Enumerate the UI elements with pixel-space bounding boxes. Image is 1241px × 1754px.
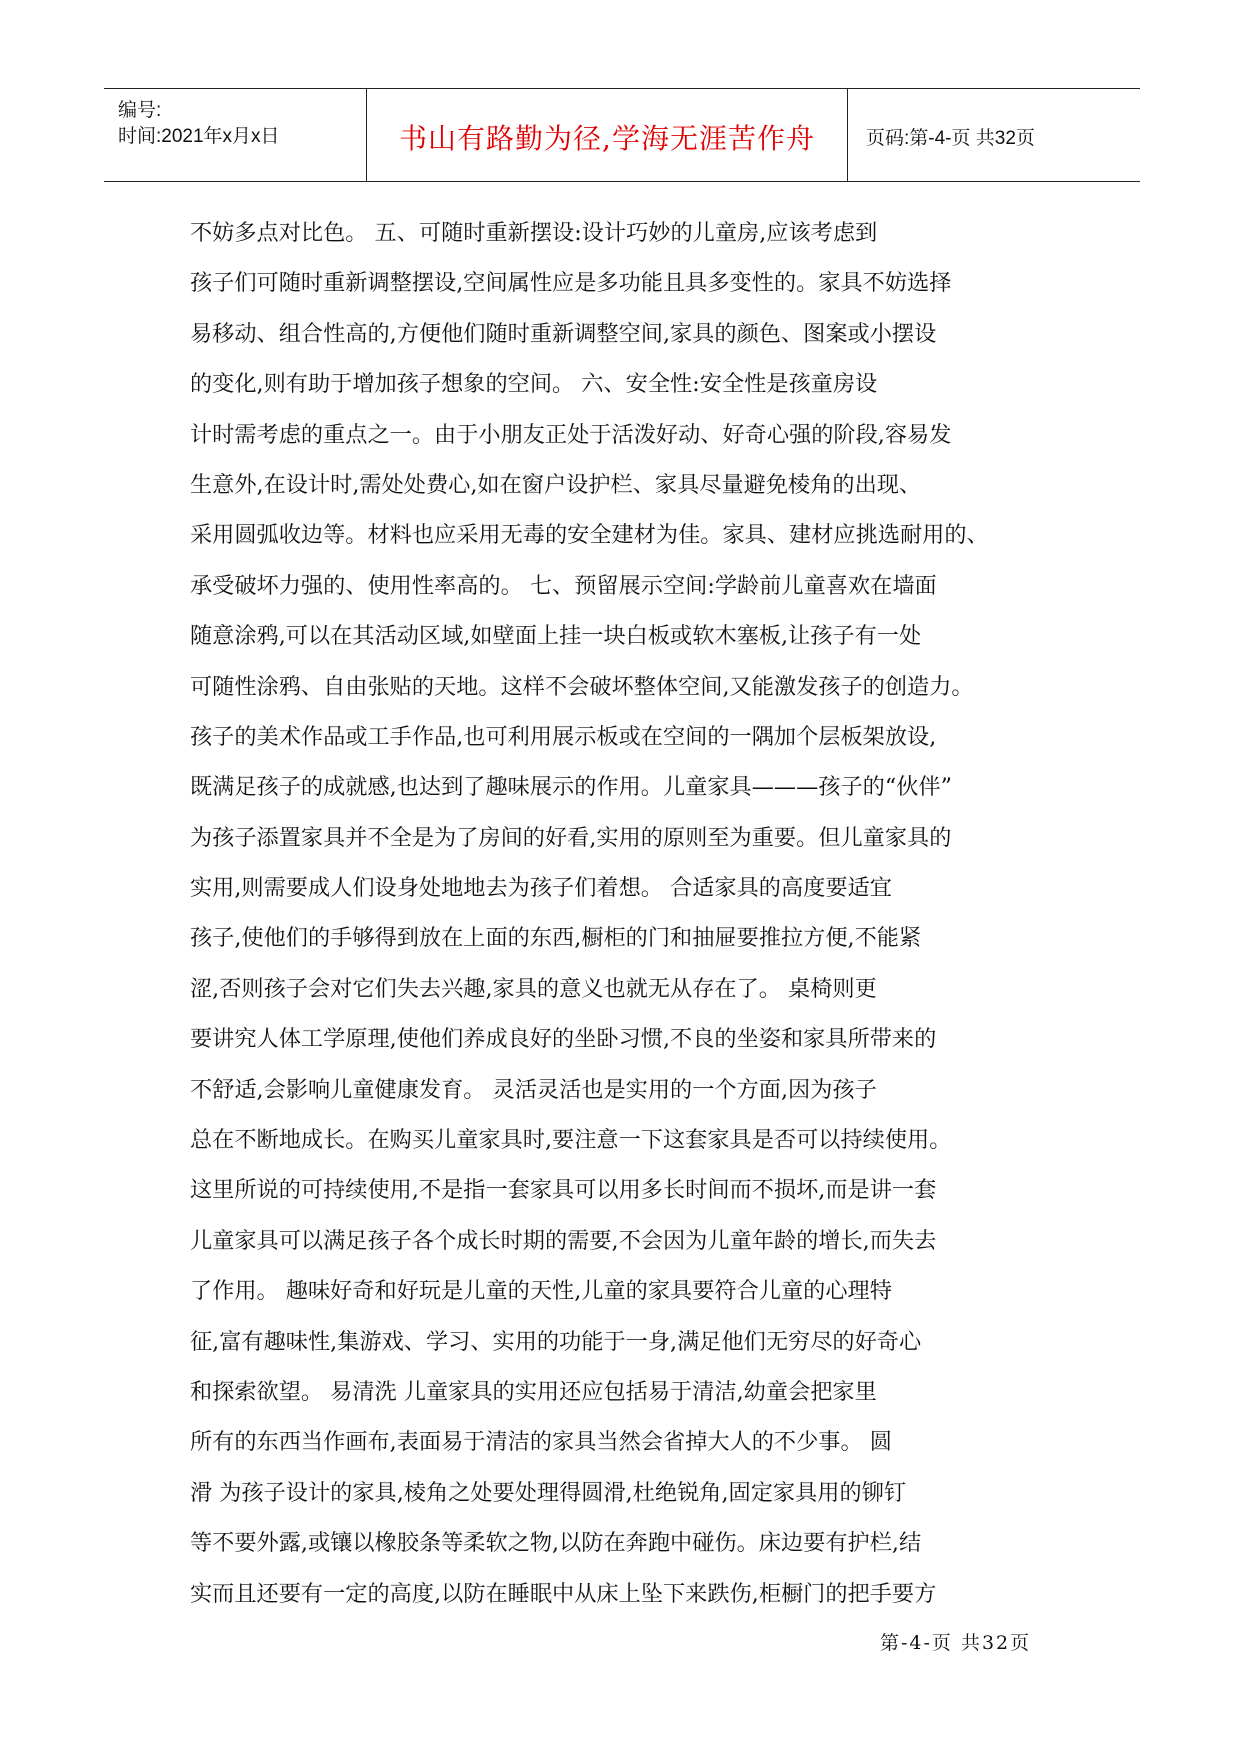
body-line: 要讲究人体工学原理,使他们养成良好的坐卧习惯,不良的坐姿和家具所带来的	[190, 1026, 937, 1053]
body-line: 涩,否则孩子会对它们失去兴趣,家具的意义也就无从存在了。 桌椅则更	[190, 975, 877, 1002]
body-line: 总在不断地成长。在购买儿童家具时,要注意一下这套家具是否可以持续使用。	[190, 1127, 952, 1154]
body-line: 为孩子添置家具并不全是为了房间的好看,实用的原则至为重要。但儿童家具的	[190, 824, 952, 851]
body-line: 孩子的美术作品或工手作品,也可利用展示板或在空间的一隅加个层板架放设,	[190, 723, 937, 750]
body-line: 生意外,在设计时,需处处费心,如在窗户设护栏、家具尽量避免棱角的出现、	[190, 471, 922, 498]
body-line: 等不要外露,或镶以橡胶条等柔软之物,以防在奔跑中碰伤。床边要有护栏,结	[190, 1530, 922, 1557]
body-line: 实而且还要有一定的高度,以防在睡眠中从床上坠下来跌伤,柜橱门的把手要方	[190, 1580, 937, 1607]
body-line: 这里所说的可持续使用,不是指一套家具可以用多长时间而不损坏,而是讲一套	[190, 1177, 937, 1204]
body-line: 了作用。 趣味好奇和好玩是儿童的天性,儿童的家具要符合儿童的心理特	[190, 1278, 892, 1305]
body-line: 孩子,使他们的手够得到放在上面的东西,橱柜的门和抽屉要推拉方便,不能紧	[190, 925, 922, 952]
body-line: 所有的东西当作画布,表面易于清洁的家具当然会省掉大人的不少事。 圆	[190, 1429, 892, 1456]
header-meta-cell	[104, 89, 366, 181]
body-line: 采用圆弧收边等。材料也应采用无毒的安全建材为佳。家具、建材应挑选耐用的、	[190, 522, 989, 549]
body-line: 的变化,则有助于增加孩子想象的空间。 六、安全性:安全性是孩童房设	[190, 371, 878, 398]
body-line: 不舒适,会影响儿童健康发育。 灵活灵活也是实用的一个方面,因为孩子	[190, 1076, 877, 1103]
body-line: 孩子们可随时重新调整摆设,空间属性应是多功能且具多变性的。家具不妨选择	[190, 270, 952, 297]
document-header	[104, 88, 1140, 182]
body-line: 和探索欲望。 易清洗 儿童家具的实用还应包括易于清洁,幼童会把家里	[190, 1378, 877, 1405]
header-motto-cell	[366, 89, 848, 181]
document-number-label: 编号:	[118, 100, 162, 121]
document-time-label: 时间:2021年x月x日	[118, 126, 280, 147]
body-line: 儿童家具可以满足孩子各个成长时期的需要,不会因为儿童年龄的增长,而失去	[190, 1227, 937, 1254]
header-page-info: 页码:第-4-页 共32页	[866, 128, 1035, 149]
body-line: 不妨多点对比色。 五、可随时重新摆设:设计巧妙的儿童房,应该考虑到	[190, 220, 878, 246]
header-page-cell	[848, 89, 1140, 181]
body-line: 既满足孩子的成就感,也达到了趣味展示的作用。儿童家具———孩子的“伙伴”	[190, 774, 952, 801]
body-line: 实用,则需要成人们设身处地地去为孩子们着想。 合适家具的高度要适宜	[190, 875, 892, 902]
body-line: 征,富有趣味性,集游戏、学习、实用的功能于一身,满足他们无穷尽的好奇心	[190, 1328, 922, 1355]
body-text	[190, 208, 1070, 1619]
body-line: 易移动、组合性高的,方便他们随时重新调整空间,家具的颜色、图案或小摆设	[190, 320, 937, 347]
body-line: 滑 为孩子设计的家具,棱角之处要处理得圆滑,杜绝锐角,固定家具用的铆钉	[190, 1479, 907, 1506]
body-line: 承受破坏力强的、使用性率高的。 七、预留展示空间:学龄前儿童喜欢在墙面	[190, 572, 937, 599]
header-motto: 书山有路勤为径,学海无涯苦作舟	[399, 122, 815, 155]
body-line: 随意涂鸦,可以在其活动区域,如壁面上挂一块白板或软木塞板,让孩子有一处	[190, 623, 922, 650]
body-line: 可随性涂鸦、自由张贴的天地。这样不会破坏整体空间,又能激发孩子的创造力。	[190, 673, 974, 700]
page-footer: 第-4-页 共32页	[880, 1632, 1032, 1654]
body-line: 计时需考虑的重点之一。由于小朋友正处于活泼好动、好奇心强的阶段,容易发	[190, 421, 952, 448]
